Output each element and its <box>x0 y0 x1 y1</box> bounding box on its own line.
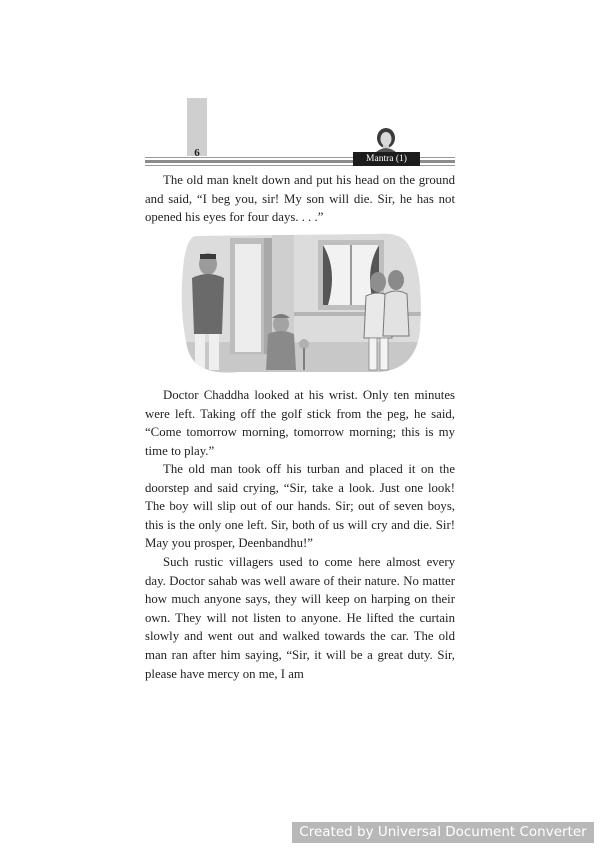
author-portrait-icon <box>372 126 400 153</box>
paragraph: The old man took off his turban and placed it on the doorstep and said crying, “Sir, take a look. Just one look! The boy will slip out of our hands. Sir; out of seven boys, this is the only one left. Sir, both of us will cry and die. Sir! May you prosper, Deenbandhu!” <box>145 462 455 551</box>
book-title-label: Mantra (1) <box>353 152 420 166</box>
paragraph: Such rustic villagers used to come here almost every day. Doctor sahab was well aware of their nature. No matter how much anyone says, they will keep on harping on their own. They will not listen to anyone. He lifted the curtain slowly and went out and walked towards the car. The old man ran after him saying, “Sir, it will be a great duty. Sir, please have mercy on me, I am <box>145 555 455 681</box>
paragraph: The old man knelt down and put his head on the ground and said, “I beg you, sir! My son will die. Sir, he has not opened his eyes for four days. . . .” <box>145 173 455 225</box>
paragraph: Doctor Chaddha looked at his wrist. Only ten minutes were left. Taking off the golf stick from the peg, he said, “Come tomorrow morning, tomorrow morning; this is my time to play.” <box>145 388 455 458</box>
doctor-and-old-man-illustration <box>178 230 422 376</box>
converter-watermark: Created by Universal Document Converter <box>292 822 594 843</box>
page-number: 6 <box>194 147 200 159</box>
